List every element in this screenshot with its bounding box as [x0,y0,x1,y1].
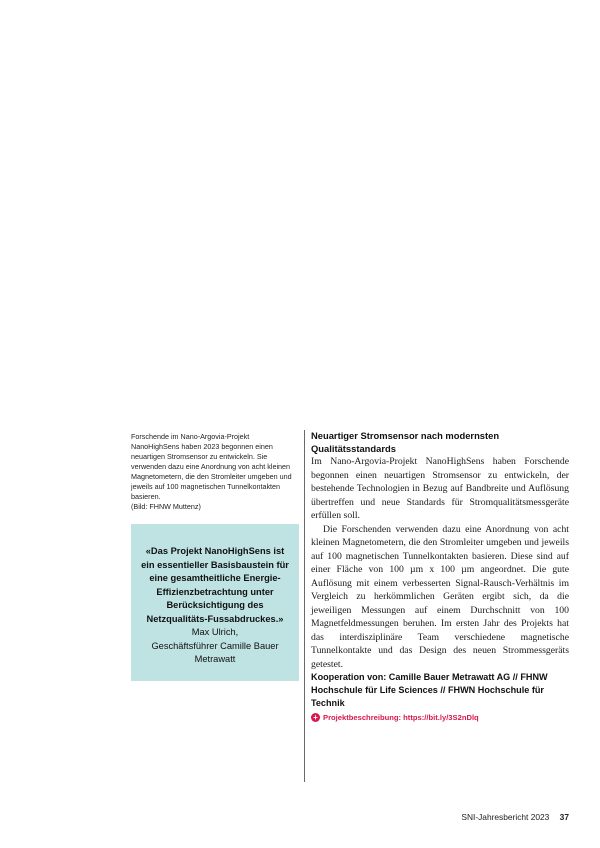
project-link[interactable] [311,712,569,723]
plus-circle-icon: + [311,713,320,722]
image-caption [131,432,299,512]
cooperation-line: Kooperation von: Camille Bauer Metrawatt AG // FHNW Hochschule für Life Sciences // FHWN Hochschule für Technik [311,672,548,708]
project-link-label[interactable]: Projektbeschreibung: https://bit.ly/3S2nDlq [323,713,479,722]
article-paragraph-1: Im Nano-Argovia-Projekt NanoHighSens haben Forschende begonnen einen neuartigen Stromsensor zu entwickeln, der bestehende Technologien in Bezug auf Bandbreite und Auflösung übertreffen und neue Standards für Stromqualitätsmessgeräte erfüllen soll. [311,456,569,521]
article-heading: Neuartiger Stromsensor nach modernsten Qualitätsstandards [311,430,500,454]
article [311,430,569,723]
article-paragraph-2: Die Forschenden verwenden dazu eine Anordnung von acht kleinen Magnetometern, die den Stromleiter umgeben und jeweils auf 100 magnetischen Tunnelkontakten basieren. Diese sind auf einer Fläche von 100 µm x 100 µm angeordnet. Die gute Auflösung mit einem verbesserten Signal-Rausch-Verhältnis im Vergleich zu herkömmlichen Geräten ergibt sich, da die jeweiligen Messungen auf einem Durchschnitt von 100 Magnetfeldmessungen beruhen. Im ersten Jahr des Projekts hat das interdisziplinäre Team verschiedene magnetische Tunnelkontakte und das Design des neuen Strommessgeräts getestet. [311,523,569,670]
caption-text: Forschende im Nano-Argovia-Projekt NanoHighSens haben 2023 begonnen einen neuartigen Stromsensor zu entwickeln. Sie verwenden dazu eine Anordnung von acht kleinen Magnetometern, die den Stromleiter umgeben und jeweils auf 100 magnetischen Tunnelkontakten basieren. [131,432,292,501]
pull-quote-text: «Das Projekt NanoHighSens ist ein essentieller Basisbaustein für eine gesamtheitliche Energie-Effizienzbetrachtung unter Berücksichtigung des Netzqualitäts-Fussabdruckes.» [141,546,289,624]
column-divider [304,430,305,782]
page-footer [461,812,569,823]
quote-author-role: Geschäftsführer Camille Bauer Metrawatt [151,640,279,664]
page-number: 37 [559,812,569,822]
pull-quote-box [131,524,299,681]
report-title: SNI-Jahresbericht 2023 [461,812,550,822]
quote-author-name: Max Ulrich, [191,627,239,637]
caption-credit: (Bild: FHNW Muttenz) [131,502,201,511]
